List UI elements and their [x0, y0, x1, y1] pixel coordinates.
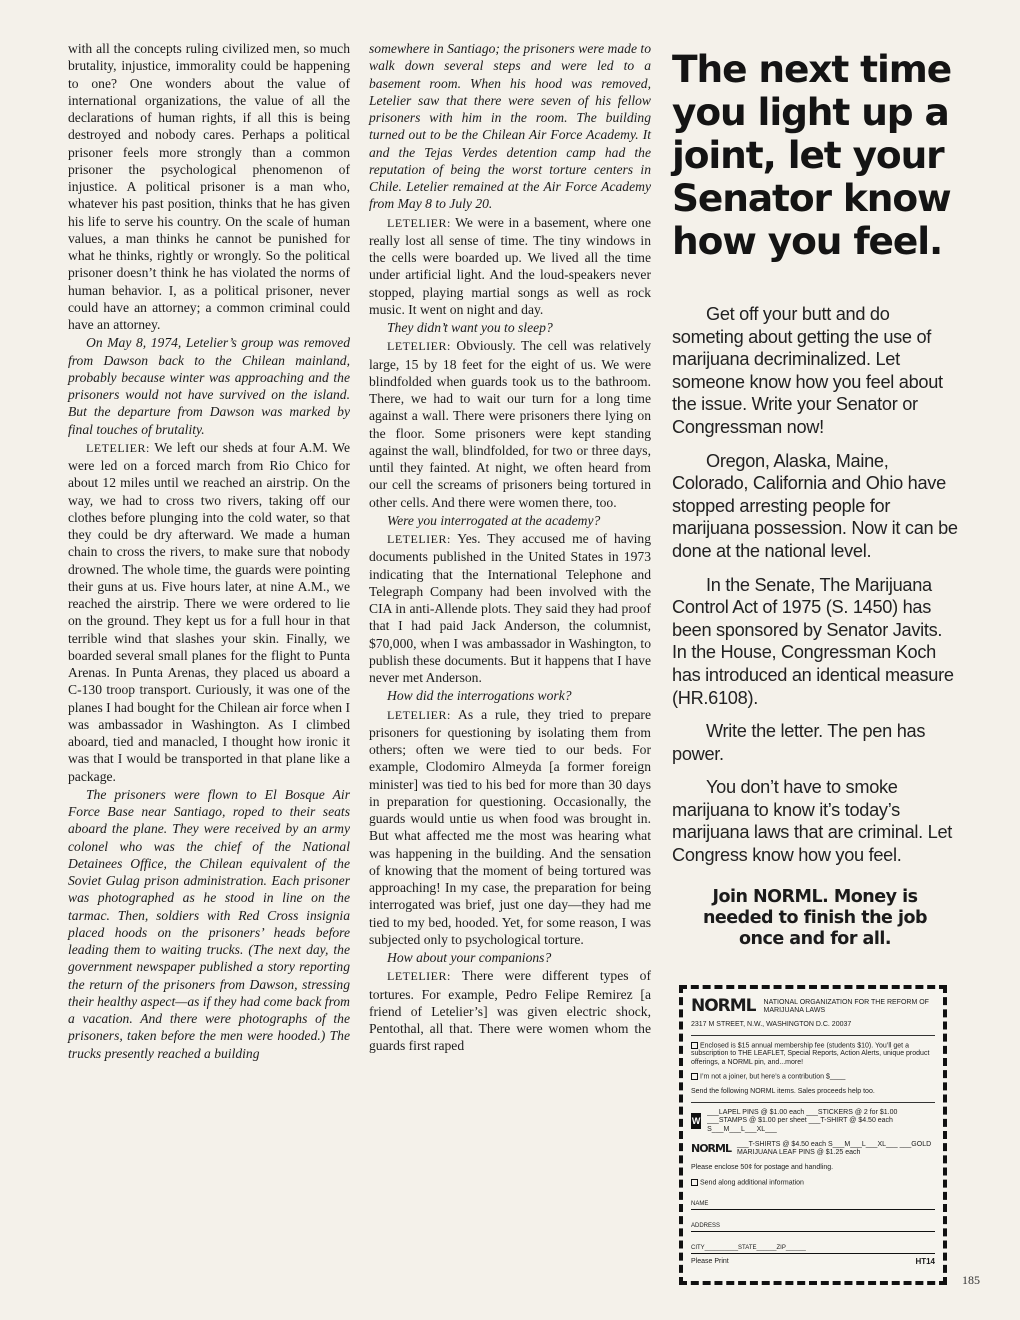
article-paragraph [369, 949, 651, 966]
divider [691, 1035, 935, 1036]
article-paragraph [369, 706, 651, 949]
ad-paragraph: Get off your butt and do someting about getting the use of marijuana decriminalized. Let someone know how you feel about the issue. Write your Senator or Congressman now! [672, 304, 943, 437]
narration-text: The prisoners were flown to El Bosque Air Force Base near Santiago, roped to their seats aboard the plane. They were received by an army colonel who was the chief of the National Detainees Office, the Chilean equivalent of the Soviet Gulag prison administration. Each prisoner was photographed as he stood in line on the tarmac. Then, soldiers with Red Cross insignia placed hoods on the prisoners’ heads before leading them to waiting trucks. (The next day, the government newspaper published a story reporting the return of the prisoners from Dawson, stressing their healthy aspect—as if they had come back from a vacation. And there were photographs of the prisoners, taken before the men were hooded.) The trucks presently reached a building [68, 786, 350, 1061]
checkbox-icon[interactable] [691, 1179, 698, 1186]
coupon-header [691, 997, 935, 1015]
speaker-label: LETELIER: [86, 440, 150, 455]
speech-text: We were in a basement, where one really lost all sense of time. The tiny windows in the cells were boarded up. We lived all the time under artificial light. And the loud-speakers never stopped, playing martial songs as well as rock music. It went on night and day. [369, 214, 651, 317]
option-label: Enclosed is $15 annual membership fee (students $10). You’ll get a subscription to THE LEAFLET, Special Reports, Action Alerts, unique product offerings, a NORML pin, and...more! [691, 1041, 930, 1066]
ad-paragraph: You don’t have to smoke marijuana to know it’s today’s marijuana laws that are criminal. Let Congress know how you feel. [672, 777, 953, 866]
speech-text: We left our sheds at four A.M. We were led on a forced march from Rio Chico for about 12 miles until we reached an airstrip. On the way, we had to cross two rivers, taking off our clothes before plunging into the cold water, so that they could be dry afterward. We made a human chain to cross the rivers, to make sure that nobody drowned. The whole time, the guards were pointing their guns at us. Five hours later, at nine A.M., we reached the airstrip. There we were ordered to lie on the ground. They kept us for a full hour in that terrible wind that slashes your skin. Finally, we boarded several small planes for the flight to Punta Arenas. In Punta Arenas, they placed us aboard a C-130 troop transport. Curiously, it was one of the planes I had bought for the Chilean air force when I was ambassador in Washington. As I climbed aboard, tied and manacled, I thought how ironic it was that I would be transported in that plane like a package. [68, 439, 350, 784]
article-paragraph [369, 512, 651, 529]
ad-paragraph: Oregon, Alaska, Maine, Colorado, California and Ohio have stopped arresting people for marijuana possession. Now it can be done at the national level. [672, 450, 958, 561]
coupon-merch-row[interactable] [691, 1140, 935, 1158]
please-print-label: Please Print [691, 1257, 729, 1265]
speech-text: Yes. They accused me of having documents published in the United States in 1973 indicating that the International Telephone and Telegraph Company had been involved with the CIA in anti-Allende plots. They said they had proof that I had paid Jack Anderson, the columnist, $70,000, when I was ambassador in Washington, to publish these documents. But it happens that I have never met Anderson. [369, 531, 651, 685]
tshirt-logo: NORML [691, 1142, 731, 1156]
coupon-option-contribution[interactable] [691, 1073, 935, 1082]
ad-headline: The next time you light up a joint, let your Senator know how you feel. [672, 47, 952, 263]
article-column-2 [369, 40, 651, 1056]
coupon-address: 2317 M STREET, N.W., WASHINGTON D.C. 20037 [691, 1021, 852, 1028]
article-paragraph [68, 40, 350, 333]
coupon-merch-intro: Send the following NORML items. Sales proceeds help too. [691, 1088, 875, 1096]
narration-text: How about your companions? [387, 950, 552, 965]
speech-text: Obviously. The cell was relatively large, 15 by 18 feet for the eight of us. We were blindfolded when guards took us to the bathroom. There, we had to wait our turn for a long time against a wall. There were prisoners there lying on the floor. Some prisoners were kept standing against the wall, blindfolded, for two or three days, until they fainted. At night, we often heard from our cell the screams of prisoners being tortured in other cells. And there were women there, too. [369, 338, 651, 510]
speaker-label: LETELIER: [387, 707, 451, 722]
divider [691, 1102, 935, 1103]
membership-coupon[interactable] [679, 985, 947, 1285]
speech-text: There were different types of tortures. For example, Pedro Felipe Remirez [a friend of Letelier’s] was given electric shock, Pentothal, all that. There were women whom the guards first raped [369, 968, 651, 1054]
coupon-option-membership[interactable] [691, 1042, 935, 1068]
option-label: Send along additional information [700, 1179, 804, 1187]
norml-logo: NORML [691, 996, 756, 1016]
narration-text: They didn’t want you to sleep? [387, 320, 553, 335]
narration-text: On May 8, 1974, Letelier’s group was removed from Dawson back to the Chilean mainland, probably because winter was approaching and the prisoners would not have survived on the island. But the departure from Dawson was marked by final touches of brutality. [68, 335, 350, 437]
article-paragraph [369, 687, 651, 704]
address-field[interactable]: ADDRESS [691, 1222, 935, 1232]
article-paragraph [68, 334, 350, 438]
coupon-org-name: NATIONAL ORGANIZATION FOR THE REFORM OF MARIJUANA LAWS [763, 999, 929, 1014]
norml-advertisement [672, 40, 958, 950]
article-paragraph [369, 337, 651, 511]
ad-body [672, 303, 958, 867]
coupon-merch-row[interactable] [691, 1109, 935, 1135]
postage-note: Please enclose 50¢ for postage and handling. [691, 1164, 834, 1172]
merch-items: ___T-SHIRTS @ $4.50 each S___M___L___XL___ ___GOLD MARIJUANA LEAF PINS @ $1.25 each [736, 1140, 932, 1157]
page-number: 185 [962, 1273, 980, 1287]
article-paragraph [68, 439, 350, 785]
article-paragraph [369, 967, 651, 1054]
narration-text: somewhere in Santiago; the prisoners were made to walk down several steps and were led to a basement room. When his hood was removed, Letelier saw that there were seven of his fellow prisoners with him in the room. The building turned out to be the Chilean Air Force Academy. It and the Tejas Verdes detention camp had the reputation of being the worst torture centers in Chile. Letelier remained at the Air Force Academy from May 8 to July 20. [369, 41, 651, 212]
article-paragraph [369, 40, 651, 213]
narration-text: How did the interrogations work? [387, 688, 572, 704]
article-paragraph [369, 319, 651, 336]
ad-call-to-action: Join NORML. Money is needed to finish the job once and for all. [702, 886, 928, 949]
coupon-code: HT14 [915, 1256, 935, 1266]
article-paragraph [68, 786, 350, 1062]
option-label: I’m not a joiner, but here’s a contribution $____ [700, 1073, 846, 1081]
speaker-label: LETELIER: [387, 339, 451, 354]
checkbox-icon[interactable] [691, 1073, 698, 1080]
checkbox-icon[interactable] [691, 1042, 698, 1049]
article-paragraph [369, 214, 651, 319]
speech-text: As a rule, they tried to prepare prisoners for questioning by isolating them from others; often we were tied to our beds. For example, Clodomiro Almeyda [a former foreign minister] was tied to his bed for more than 30 days in preparation for questioning. Occasionally, the guards would untie us when food was brought in. But what affected me the most was hearing what was happening in the building. And the sensation of knowing that the moment of being tortured was approaching! In my case, the preparation for being interrogated was brief, just one day—they had me tied to my bed, hooded. Yet, for some reason, I was subjected only to psychological torture. [369, 706, 651, 947]
city-state-zip-field[interactable]: CITY__________STATE______ZIP______ [691, 1244, 935, 1254]
ad-paragraph: Write the letter. The pen has power. [672, 721, 926, 764]
speaker-label: LETELIER: [387, 532, 451, 546]
article-paragraph [369, 530, 651, 686]
article-column-1 [68, 40, 350, 1063]
sticker-thumbnail: W [691, 1113, 701, 1129]
speaker-label: LETELIER: [387, 215, 451, 230]
body-text: with all the concepts ruling civilized men, so much brutality, injustice, immorality could be happening to one? One wonders about the value of international organizations, the value of all the declarations of human rights, if all this is being destroyed and nobody cares. Perhaps a political prisoner feels more strongly than a common prisoner the psychological phenomenon of injustice. A political prisoner is a man who, whatever his past position, thinks that he has given his life to serve his country. On the scale of human values, a man thinks he cannot be punished for what he thinks, rightly or wrongly. So the political prisoner doesn’t think he has violated the norms of human behavior. I, as a political prisoner, never could have an attorney; a common criminal could have an attorney. [68, 41, 350, 332]
narration-text: Were you interrogated at the academy? [387, 512, 601, 528]
coupon-footer [691, 1258, 935, 1267]
speaker-label: LETELIER: [387, 969, 451, 984]
merch-items: ___LAPEL PINS @ $1.00 each ___STICKERS @ 2 for $1.00 ___STAMPS @ $1.00 per sheet ___T-SHIRT @ $4.50 each S___M___L___XL___ [707, 1108, 898, 1133]
coupon-info-option[interactable] [691, 1179, 935, 1188]
name-field[interactable]: NAME [691, 1200, 935, 1210]
ad-paragraph: In the Senate, The Marijuana Control Act of 1975 (S. 1450) has been sponsored by Senator Javits. In the House, Congressman Koch has introduced an identical measure (HR.6108). [672, 574, 954, 708]
